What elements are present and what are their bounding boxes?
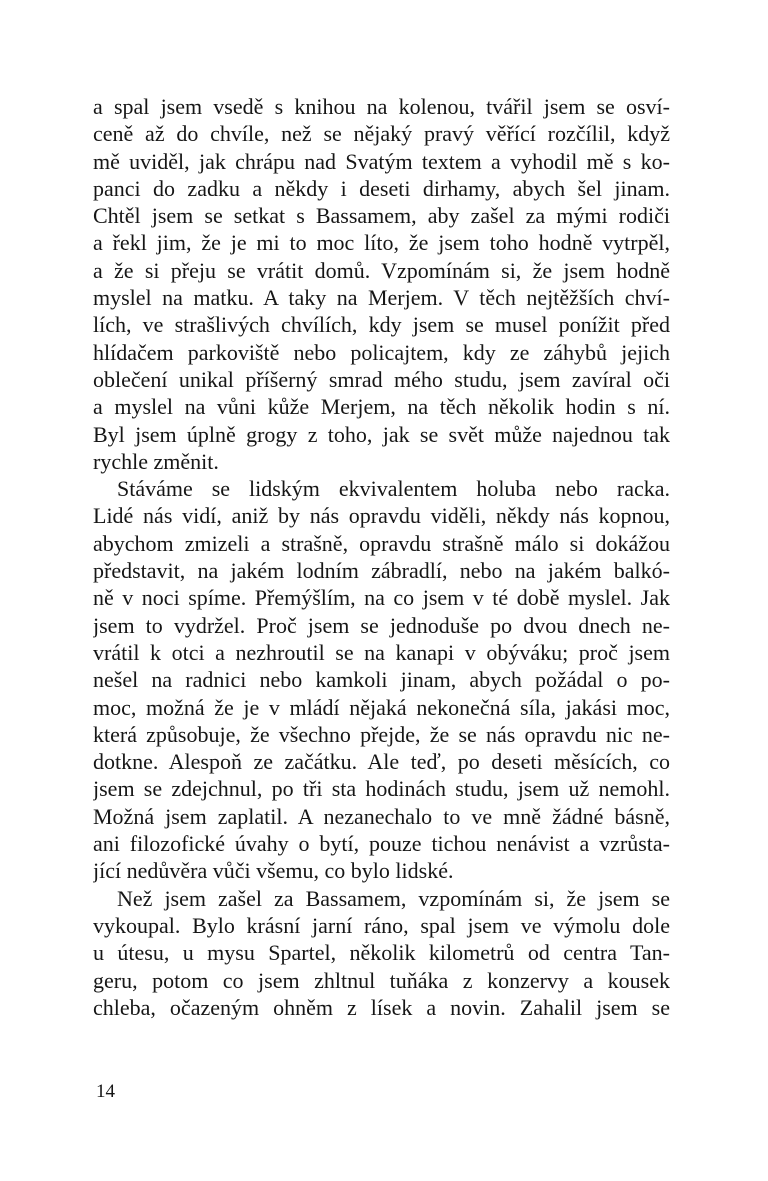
text-line: Možná jsem zaplatil. A nezanechalo to ve mně žádné básně, xyxy=(93,803,670,829)
text-line: hlídačem parkoviště nebo policajtem, kdy ze záhybů jejich xyxy=(93,339,670,365)
text-line: představit, na jakém lodním zábradlí, nebo na jakém balkó- xyxy=(93,558,670,584)
text-line: Byl jsem úplně grogy z toho, jak se svět může najednou tak xyxy=(93,421,670,447)
text-line: nešel na radnici nebo kamkoli jinam, abych požádal o po- xyxy=(93,667,670,693)
text-line: vrátil k otci a nezhroutil se na kanapi v obýváku; proč jsem xyxy=(93,639,670,665)
text-line: lích, ve strašlivých chvílích, kdy jsem se musel ponížit před xyxy=(93,312,670,338)
page-number: 14 xyxy=(96,1081,115,1102)
text-line: geru, potom co jsem zhltnul tuňáka z konzervy a kousek xyxy=(93,967,670,993)
text-line: a řekl jim, že je mi to moc líto, že jsem toho hodně vytrpěl, xyxy=(93,230,670,256)
text-line: mě uviděl, jak chrápu nad Svatým textem a vyhodil mě s ko- xyxy=(93,148,670,174)
text-line: u útesu, u mysu Spartel, několik kilometrů od centra Tan- xyxy=(93,940,670,966)
text-line: jsem se zdejchnul, po tři sta hodinách studu, jsem už nemohl. xyxy=(93,776,670,802)
text-line: chleba, očazeným ohněm z lísek a novin. Zahalil jsem se xyxy=(93,994,670,1020)
text-line: která způsobuje, že všechno přejde, že se nás opravdu nic ne- xyxy=(93,721,670,747)
text-line: ani filozofické úvahy o bytí, pouze tichou nenávist a vzrůsta- xyxy=(93,831,670,857)
text-line: Než jsem zašel za Bassamem, vzpomínám si, že jsem se xyxy=(117,885,670,911)
text-line: panci do zadku a někdy i deseti dirhamy, abych šel jinam. xyxy=(93,175,670,201)
text-line: a myslel na vůni kůže Merjem, na těch několik hodin s ní. xyxy=(93,394,670,420)
text-line: Stáváme se lidským ekvivalentem holuba nebo racka. xyxy=(117,476,670,502)
text-line: oblečení unikal příšerný smrad mého studu, jsem zavíral oči xyxy=(93,366,670,392)
text-line: Chtěl jsem se setkat s Bassamem, aby zašel za mými rodiči xyxy=(93,203,670,229)
text-line: dotkne. Alespoň ze začátku. Ale teď, po deseti měsících, co xyxy=(93,749,670,775)
text-line: ceně až do chvíle, než se nějaký pravý věřící rozčílil, když xyxy=(93,121,670,147)
text-line: a že si přeju se vrátit domů. Vzpomínám si, že jsem hodně xyxy=(93,257,670,283)
text-line: moc, možná že je v mládí nějaká nekonečná síla, jakási moc, xyxy=(93,694,670,720)
text-line: Lidé nás vidí, aniž by nás opravdu viděli, někdy nás kopnou, xyxy=(93,503,670,529)
text-line: jící nedůvěra vůči všemu, co bylo lidské. xyxy=(93,858,454,884)
text-line: rychle změnit. xyxy=(93,448,219,474)
page-text xyxy=(93,93,670,1021)
text-line: vykoupal. Bylo krásní jarní ráno, spal jsem ve výmolu dole xyxy=(93,912,670,938)
text-line: a spal jsem vsedě s knihou na kolenou, tvářil jsem se osví- xyxy=(93,94,670,119)
text-line: jsem to vydržel. Proč jsem se jednoduše po dvou dnech ne- xyxy=(93,612,670,638)
text-line: abychom zmizeli a strašně, opravdu strašně málo si dokážou xyxy=(93,530,670,556)
text-line: myslel na matku. A taky na Merjem. V těch nejtěžších chví- xyxy=(93,285,670,311)
text-line: ně v noci spíme. Přemýšlím, na co jsem v té době myslel. Jak xyxy=(93,585,670,611)
